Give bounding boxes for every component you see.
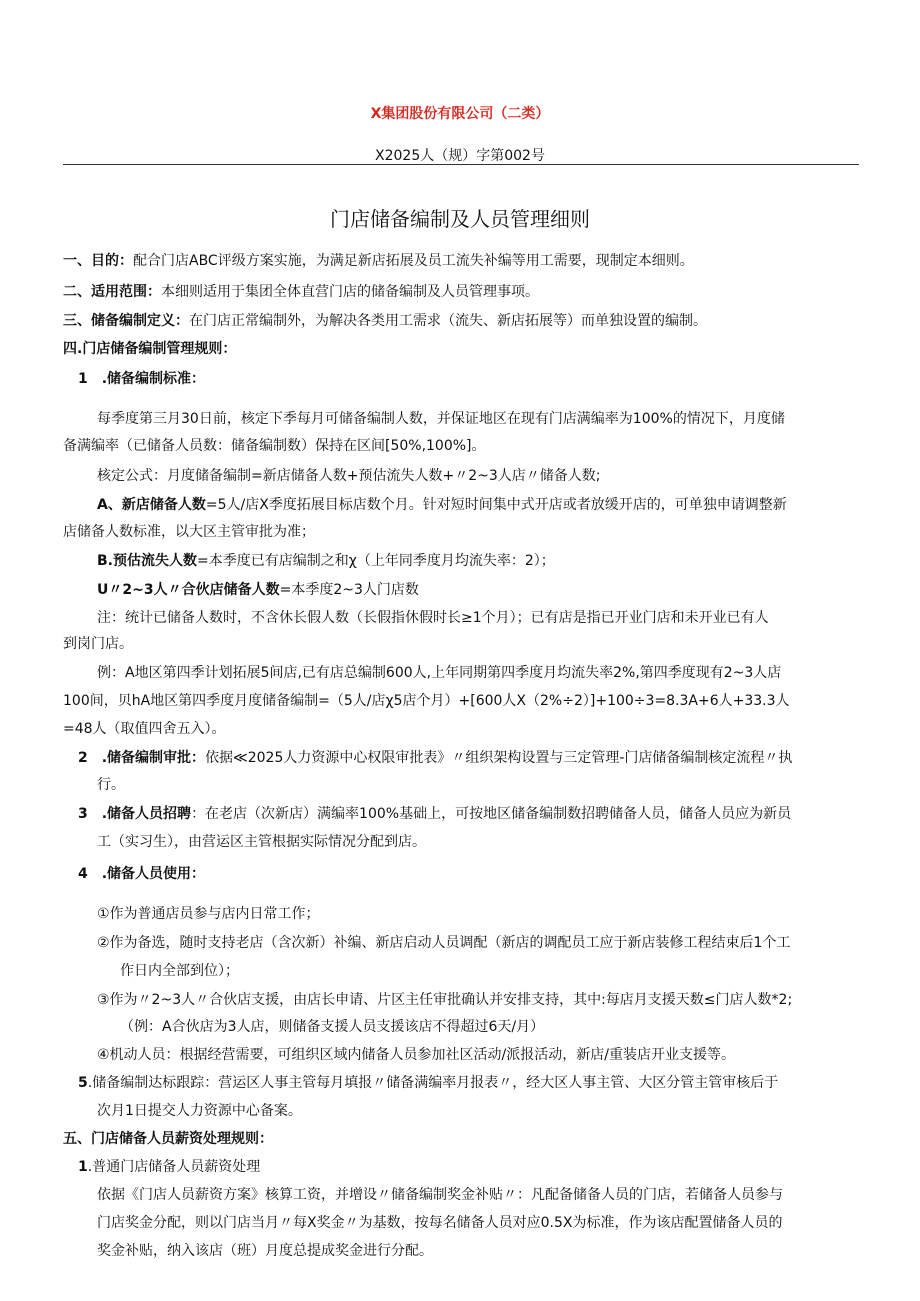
line-text: 次月1日提交人力资源中心备案。 [97, 1103, 302, 1119]
line-text: 工（实习生），由营运区主管根据实际情况分配到店。 [97, 834, 426, 850]
company-name: X集团股份有限公司（二类） [370, 106, 550, 122]
line-text: （例：A合伙店为3人店，则储备支援人员支援该店不得超过6天/月） [120, 1019, 545, 1035]
body-line [78, 1073, 778, 1093]
line-text: 核定公式：月度储备编制=新店储备人数+预估流失人数+〃2~3人店〃储备人数; [97, 468, 601, 484]
line-heading: 2 .储备编制审批： [78, 750, 206, 766]
body-line [97, 933, 790, 953]
line-heading: B.预估流失人数 [97, 553, 197, 569]
body-line [97, 904, 320, 924]
line-text: ①作为普通店员参与店内日常工作； [97, 906, 320, 922]
line-text: 作日内全部到位）； [120, 963, 239, 979]
body-line [78, 864, 205, 884]
body-line [63, 339, 236, 359]
body-line [97, 775, 125, 795]
line-text: 本细则适用于集团全体直营门店的储备编制及人员管理事项。 [161, 284, 539, 300]
line-text: 在门店正常编制外，为解决各类用工需求（流失、新店拓展等）而单独设置的编制。 [189, 313, 707, 329]
body-line [97, 551, 555, 571]
line-heading: U〃2~3人〃合伙店储备人数 [97, 582, 280, 598]
body-line [63, 1129, 273, 1149]
body-line [97, 608, 769, 628]
line-text: 注：统计已储备人数时，不含休长假人数（长假指休假时长≥1个月）；已有店是指已开业门店和未开业已有人 [97, 610, 769, 626]
line-text: 100间，贝hA地区第四季度月度储备编制=（5人/店χ5店个月）+[600人X（2%÷2）]+100÷3=8.3A+6人+33.3人 [63, 693, 790, 709]
body-line [97, 466, 600, 486]
line-heading: 五、门店储备人员薪资处理规则： [63, 1131, 273, 1147]
body-line [63, 251, 694, 271]
line-heading: 3 .储备人员招聘 [78, 806, 192, 822]
document-title: 门店储备编制及人员管理细则 [330, 207, 590, 231]
line-text: 依据≪2025人力资源中心权限审批表》〃组织架构设置与三定管理-门店储备编制核定流程〃执 [205, 750, 793, 766]
line-text: ④机动人员：根据经营需要，可组织区域内储备人员参加社区活动/派报活动，新店/重装店开业支援等。 [97, 1047, 735, 1063]
line-text: ：在老店（次新店）满编率100%基础上，可按地区储备编制数招聘储备人员，储备人员应为新员 [191, 806, 792, 822]
line-text: ②作为备选，随时支持老店（含次新）补编、新店启动人员调配（新店的调配员工应于新店装修工程结束后1个工 [97, 935, 791, 951]
line-heading: 1 .储备编制标准： [78, 371, 206, 387]
body-line [97, 1185, 783, 1205]
line-text: =本季度2~3人门店数 [279, 582, 419, 598]
line-text: .普通门店储备人员薪资处理 [87, 1159, 261, 1175]
body-line [97, 832, 426, 852]
line-heading: 一、目的： [63, 253, 133, 269]
body-line [78, 804, 791, 824]
body-line [97, 663, 781, 683]
body-line [63, 719, 226, 739]
body-line [97, 1045, 735, 1065]
line-heading: A、新店储备人数 [97, 497, 206, 513]
line-text: 配合门店ABC评级方案实施，为满足新店拓展及员工流失补编等用工需要，现制定本细则。 [133, 253, 694, 269]
body-line [63, 282, 539, 302]
line-text: 备满编率（已储备人员数：储备编制数）保持在区间[50%,100%]。 [63, 438, 486, 454]
document-number: X2025人（规）字第002号 [375, 148, 545, 164]
body-line [78, 1157, 260, 1177]
body-line [97, 1241, 433, 1261]
header-divider [63, 164, 859, 165]
body-line [97, 1213, 782, 1233]
body-line [63, 634, 133, 654]
body-line [78, 748, 792, 768]
line-text: 依据《门店人员薪资方案》核算工资，并增设〃储备编制奖金补贴〃：凡配备储备人员的门店，若储备人员参与 [97, 1187, 783, 1203]
line-text: 到岗门店。 [63, 636, 133, 652]
body-line [63, 436, 486, 456]
line-text: 奖金补贴，纳入该店（班）月度总提成奖金进行分配。 [97, 1243, 433, 1259]
body-line [97, 580, 419, 600]
line-heading: 5 [78, 1075, 88, 1091]
body-line [120, 961, 239, 981]
line-text: 行。 [97, 777, 125, 793]
body-line [97, 495, 787, 515]
line-text: ③作为〃2~3人〃合伙店支援，由店长申请、片区主任审批确认并安排支持，其中:每店月支援天数≤门店人数*2; [97, 992, 793, 1008]
body-line [63, 522, 315, 542]
line-text: .储备编制达标跟踪：营运区人事主管每月填报〃储备满编率月报表〃，经大区人事主管、大区分管主管审核后于 [87, 1075, 779, 1091]
line-heading: 1 [78, 1159, 88, 1175]
line-text: =5人/店X季度拓展目标店数个月。针对短时间集中式开店或者放缓开店的，可单独申请调整新 [205, 497, 787, 513]
body-line [97, 1101, 302, 1121]
line-text: =48人（取值四舍五入）。 [63, 721, 226, 737]
body-line [120, 1017, 544, 1037]
body-line [97, 990, 792, 1010]
line-heading: 二、适用范围： [63, 284, 161, 300]
line-text: 每季度第三月30日前，核定下季每月可储备编制人数，并保证地区在现有门店满编率为100%的情况下，月度储 [97, 411, 785, 427]
line-heading: 四.门店储备编制管理规则： [63, 341, 237, 357]
body-line [63, 691, 790, 711]
line-heading: 4 .储备人员使用： [78, 866, 206, 882]
body-line [63, 311, 707, 331]
line-text: =本季度已有店编制之和χ（上年同季度月均流失率：2）； [197, 553, 555, 569]
line-text: 店储备人数标准，以大区主管审批为准； [63, 524, 315, 540]
line-text: 例：A地区第四季计划拓展5间店,已有店总编制600人,上年同期第四季度月均流失率2%,第四季度现有2~3人店 [97, 665, 782, 681]
body-line [97, 409, 785, 429]
body-line [78, 369, 205, 389]
line-text: 门店奖金分配，则以门店当月〃每X奖金〃为基数，按每名储备人员对应0.5X为标准，作为该店配置储备人员的 [97, 1215, 783, 1231]
line-heading: 三、储备编制定义： [63, 313, 189, 329]
